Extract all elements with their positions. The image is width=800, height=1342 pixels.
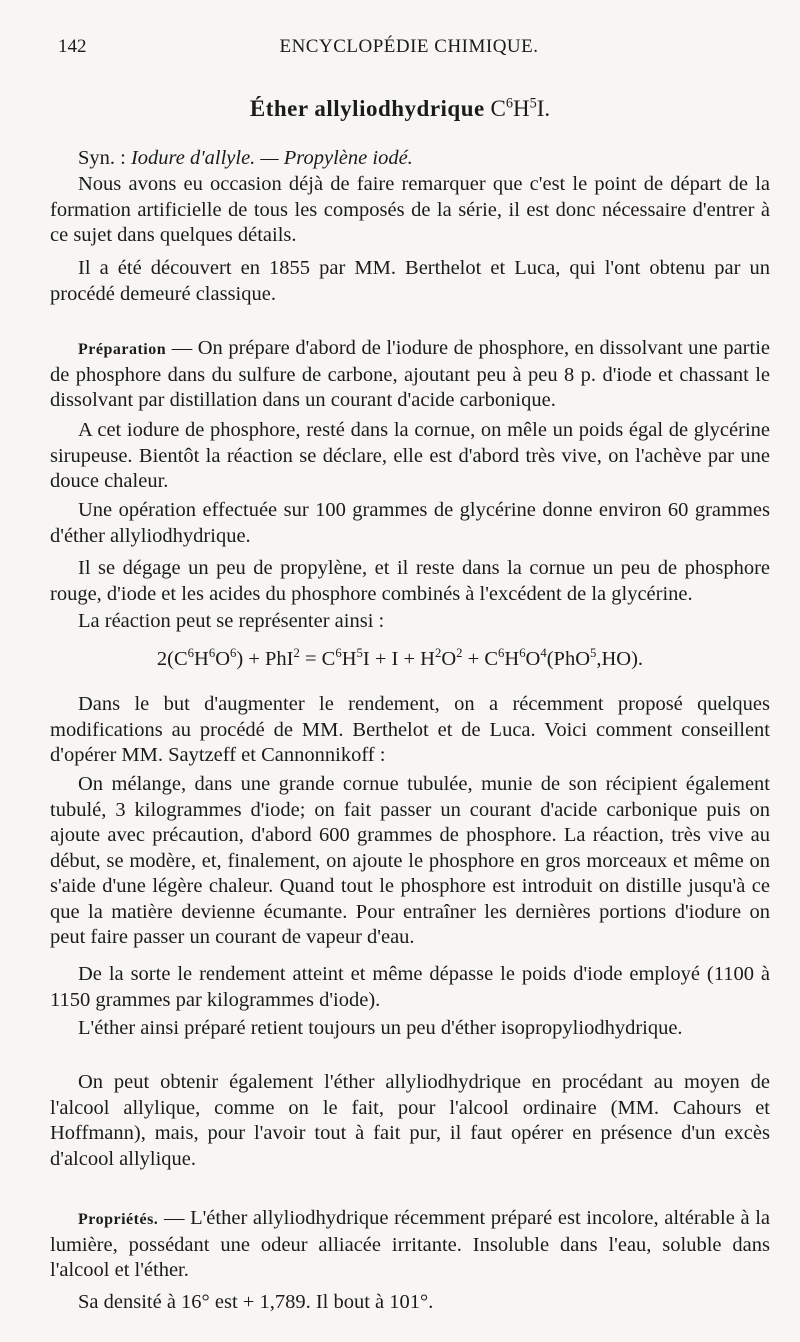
section-title — [0, 96, 800, 122]
paragraph-preparation: Préparation — On prépare d'abord de l'iodure de phosphore, en dissolvant une partie de phosphore dans du sulfure de carbone, ajoutant peu à peu 8 p. d'iode et chassant le dissolvant par distillation dans un courant d'acide carbonique. — [50, 337, 770, 411]
running-title: ENCYCLOPÉDIE CHIMIQUE. — [279, 36, 539, 57]
paragraph-impurity: L'éther ainsi préparé retient toujours un peu d'éther isopropyliodhydrique. — [78, 1017, 683, 1039]
page-header — [58, 36, 760, 62]
paragraph-improvement: Dans le but d'augmenter le rendement, on a récemment proposé quelques modifications au procédé de MM. Berthelot et de Luca. Voici comment conseillent d'opérer MM. Saytzeff et Cannonnikoff : — [50, 693, 770, 766]
paragraph-discovery: Il a été découvert en 1855 par MM. Berthelot et Luca, qui l'ont obtenu par un procédé demeuré classique. — [50, 257, 770, 305]
properties-heading: Propriétés. — [78, 1211, 159, 1228]
paragraph-reaction-intro: La réaction peut se représenter ainsi : — [78, 610, 385, 632]
paragraph-glycerine: A cet iodure de phosphore, resté dans la cornue, on mêle un poids égal de glycérine sirupeuse. Bientôt la réaction se déclare, elle est d'abord très vive, on l'achève par une douce chaleur. — [50, 419, 770, 492]
page-number: 142 — [58, 36, 87, 57]
preparation-heading: Préparation — [78, 341, 167, 358]
paragraph-properties: Propriétés. — L'éther allyliodhydrique récemment préparé est incolore, altérable à la lumière, possédant une odeur alliacée irritante. Insoluble dans l'eau, soluble dans l'alcool et l'éther. — [50, 1207, 770, 1281]
compound-formula: $C^6H^5I$. — [490, 95, 551, 121]
paragraph-intro: Nous avons eu occasion déjà de faire remarquer que c'est le point de départ de la formation artificielle de tous les composés de la série, il est donc nécessaire d'entrer à ce sujet dans quelques détails. — [50, 173, 770, 246]
compound-name: Éther allyliodhydrique — [249, 96, 485, 121]
paragraph-procedure: On mélange, dans une grande cornue tubulée, munie de son récipient également tubulé, 3 kilogrammes d'iode; on fait passer un courant d'acide carbonique puis on ajoute avec précaution, d'abord 600 grammes de phosphore. La réaction, très vive au début, se modère, et, finalement, on ajoute le phosphore en gros morceaux et même on s'aide d'une légère chaleur. Quand tout le phosphore est introduit on distille jusqu'à ce que la matière devienne écumante. Pour entraîner les dernières portions d'iodure on peut faire passer un courant de vapeur d'eau. — [50, 773, 770, 948]
paragraph-density: Sa densité à 16° est + 1,789. Il bout à 101°. — [78, 1291, 434, 1313]
paragraph-residue: Il se dégage un peu de propylène, et il reste dans la cornue un peu de phosphore rouge, d'iode et les acides du phosphore combinés à l'excédent de la glycérine. — [50, 557, 770, 605]
reaction-equation: $2(C^6H^6O^6) + PhI^2 = C^6H^5I + I + H^2O^2 + C^6H^6O^4(PhO^5,HO)$. — [156, 646, 644, 670]
paragraph-yield: Une opération effectuée sur 100 grammes de glycérine donne environ 60 grammes d'éther allyliodhydrique. — [50, 499, 770, 547]
paragraph-yield-improved: De la sorte le rendement atteint et même dépasse le poids d'iode employé (1100 à 1150 grammes par kilogrammes d'iode). — [50, 963, 770, 1011]
paragraph-alternative: On peut obtenir également l'éther allyliodhydrique en procédant au moyen de l'alcool allylique, comme on le fait, pour l'alcool ordinaire (MM. Cahours et Hoffmann), mais, pour l'avoir tout à fait pur, il faut opérer en présence d'un excès d'alcool allylique. — [50, 1071, 770, 1170]
synonyms-line: Syn. : Iodure d'allyle. — Propylène iodé. — [78, 147, 413, 169]
